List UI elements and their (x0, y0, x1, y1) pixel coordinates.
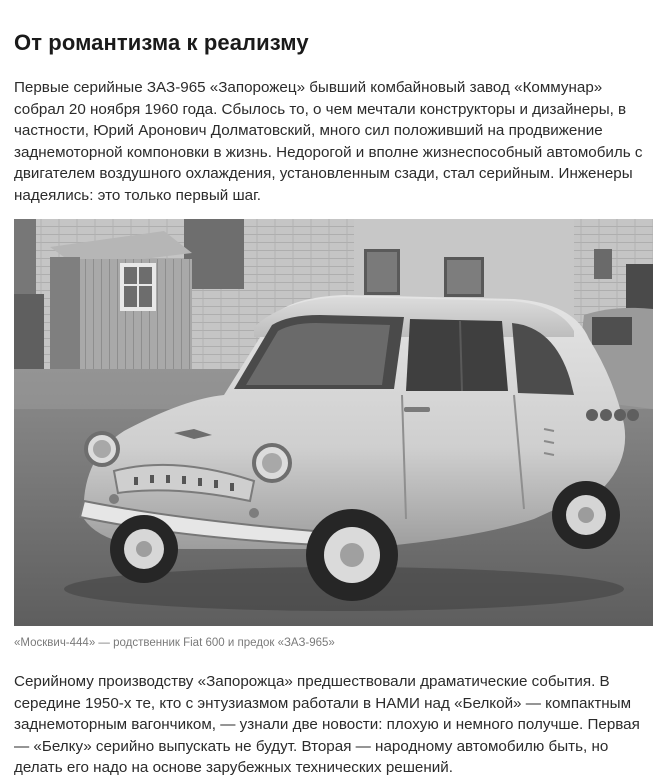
car-photo-illustration (14, 219, 653, 626)
article-title: От романтизма к реализму (14, 30, 309, 55)
article-paragraph-1: Первые серийные ЗАЗ-965 «Запорожец» бывший комбайновый завод «Коммунар» собрал 20 ноября 1960 года. Сбылось то, о чем мечтали конструкторы и дизайнеры, в частности, Юрий Аронович Долматовский, много сил положивший на продвижение заднемоторной компоновки в жизнь. Недорогой и вполне жизнеспособный автомобиль с двигателем воздушного охлаждения, установленным сзади, стал серийным. Инженеры надеялись: это только первый шаг. (14, 79, 643, 204)
article-photo (14, 219, 653, 626)
article-paragraph-2: Серийному производству «Запорожца» предшествовали драматические события. В середине 1950-х те, кто с энтузиазмом работали в НАМИ над «Белкой» — компактным заднемоторным вагончиком, — узнали две новости: плохую и немного получше. Первая — «Белку» серийно выпускать не будут. Вторая — народному автомобилю быть, но делать его надо на основе зарубежных технических решений. (14, 673, 640, 777)
photo-caption: «Москвич-444» — родственник Fiat 600 и предок «ЗАЗ-965» (14, 637, 335, 649)
